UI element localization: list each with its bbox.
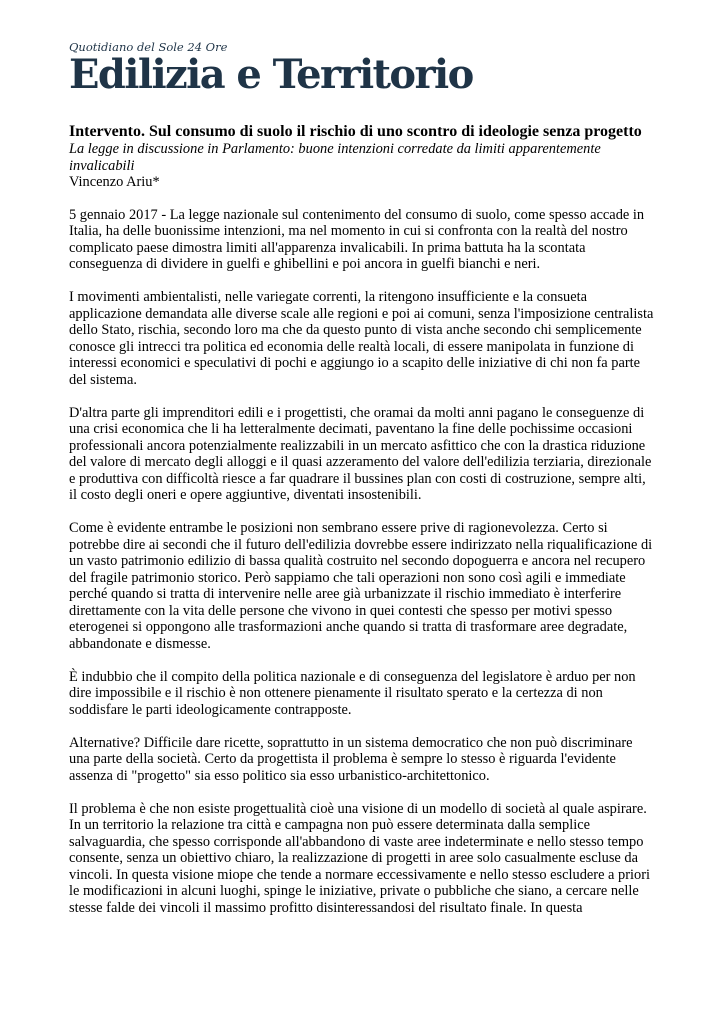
article-subheadline: La legge in discussione in Parlamento: buone intenzioni corredate da limiti apparentemente invalicabili: [69, 141, 601, 174]
article-paragraph: Il problema è che non esiste progettualità cioè una visione di un modello di società al quale aspirare. In un territorio la relazione tra città e campagna non può essere determinata dalla semplice salvaguardia, che spesso corrisponde all'abbandono di vaste aree indeterminate e nello stesso tempo consente, senza un obiettivo chiaro, la realizzazione di progetti in aree solo casualmente escluse da vincoli. In questa visione miope che tende a normare eccessivamente e nello stesso escludere a priori le modificazioni in alcuni luoghi, spinge le iniziative, private o pubbliche che siano, a cercare nelle stesse falde dei vincoli il massimo profitto disinteressandosi del risultato finale. In questa: [69, 800, 651, 916]
masthead-subtitle: Quotidiano del Sole 24 Ore: [69, 40, 228, 54]
article-paragraph: I movimenti ambientalisti, nelle variegate correnti, la ritengono insufficiente e la consueta applicazione demandata alle diverse scale alle regioni e poi ai comuni, senza l'imposizione centralista dello Stato, rischia, secondo loro ma che da questo punto di vista anche secondo chi semplicemente conosce gli intrecci tra politica ed economia delle realtà locali, di essere manipolata in funzione di interessi economici e speculativi di pochi e aggiungo io a scapito delle iniziative di chi non fa parte del sistema.: [69, 289, 654, 388]
article-headline: Intervento. Sul consumo di suolo il rischio di uno scontro di ideologie senza progetto: [69, 123, 642, 140]
article: [69, 122, 655, 933]
article-paragraph: È indubbio che il compito della politica nazionale e di conseguenza del legislatore è arduo per non dire impossibile e il rischio è non ottenere pienamente il risultato sperato e la certezza di non soddisfare le parti ideologicamente contrapposte.: [69, 668, 636, 718]
article-paragraph: Alternative? Difficile dare ricette, soprattutto in un sistema democratico che non può discriminare una parte della società. Certo da progettista il problema è sempre lo stesso è riguarda l'evidente assenza di "progetto" sia esso politico sia esso urbanistico-architettonico.: [69, 734, 633, 784]
article-author: Vincenzo Ariu*: [69, 174, 160, 190]
masthead-logo-title: Edilizia e Territorio: [69, 51, 473, 98]
masthead: [69, 41, 473, 97]
article-paragraph: Come è evidente entrambe le posizioni non sembrano essere prive di ragionevolezza. Certo si potrebbe dire ai secondi che il futuro dell'edilizia dovrebbe essere indirizzato nella riqualificazione di un vasto patrimonio edilizio di bassa qualità costruito nel secondo dopoguerra e ancora nel recupero del fragile patrimonio storico. Però sappiamo che tali operazioni non sono così agili e immediate perché quando si tratta di intervenire nelle aree già urbanizzate il rischio immediato è interferire direttamente con la vita delle persone che vivono in quei contesti che spesso per motivi spesso eterogenei si oppongono alle trasformazioni anche quando si tratta di trasformare aree degradate, abbandonate e dismesse.: [69, 520, 653, 652]
article-paragraph: D'altra parte gli imprenditori edili e i progettisti, che oramai da molti anni pagano le conseguenze di una crisi economica che li ha letteralmente decimati, paventano la fine delle pochissime occasioni professionali ancora potenzialmente realizzabili in un mercato asfittico che con la drastica riduzione del valore di mercato degli alloggi e il quasi azzeramento del valore dell'edilizia terziaria, direzionale e produttiva con difficoltà riesce a far quadrare il bussines plan con costi di costruzione, sempre alti, il costo degli oneri e opere aggiuntive, diventati insostenibili.: [69, 404, 652, 503]
article-paragraph: 5 gennaio 2017 - La legge nazionale sul contenimento del consumo di suolo, come spesso accade in Italia, ha delle buonissime intenzioni, ma nel momento in cui si confronta con la realtà del nostro complicato paese dimostra limiti all'apparenza invalicabili. In prima battuta ha la scontata conseguenza di dividere in guelfi e ghibellini e poi ancora in guelfi bianchi e neri.: [69, 206, 645, 272]
